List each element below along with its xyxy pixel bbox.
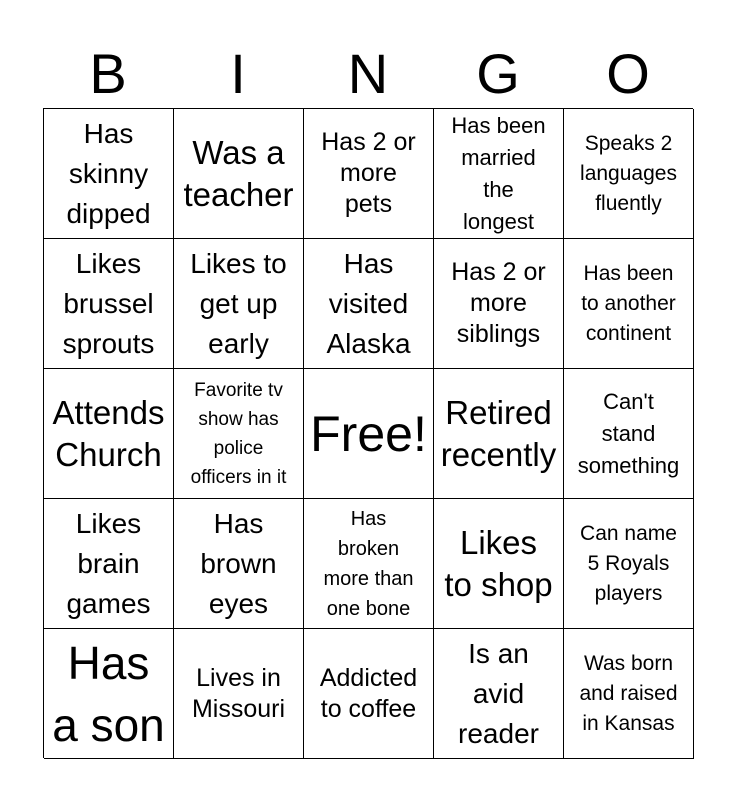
bingo-cell[interactable] <box>434 499 564 629</box>
cell-text: Can't stand something <box>577 388 680 478</box>
bingo-cell[interactable] <box>434 109 564 239</box>
cell-text: Retired recently <box>440 393 557 473</box>
bingo-cell[interactable] <box>304 109 434 239</box>
bingo-cell[interactable] <box>564 369 694 499</box>
bingo-cell[interactable] <box>44 109 174 239</box>
bingo-cell[interactable] <box>564 109 694 239</box>
bingo-cell[interactable] <box>174 499 304 629</box>
cell-text: Likes to shop <box>444 523 553 603</box>
bingo-cell[interactable] <box>44 629 174 759</box>
cell-text: Addicted to coffee <box>319 663 418 723</box>
bingo-cell[interactable] <box>564 629 694 759</box>
cell-text: Has skinny dipped <box>66 117 151 229</box>
header-letter-n: N <box>347 42 389 105</box>
bingo-cell[interactable] <box>174 629 304 759</box>
cell-text: Likes brain games <box>66 507 151 619</box>
cell-text: Favorite tv show has police officers in it <box>190 379 287 488</box>
header-letter-o: O <box>606 42 650 105</box>
cell-text: Likes brussel sprouts <box>62 247 155 359</box>
bingo-cell[interactable] <box>304 239 434 369</box>
cell-text: Speaks 2 languages fluently <box>580 131 677 215</box>
bingo-cell[interactable] <box>44 499 174 629</box>
bingo-cell[interactable] <box>174 109 304 239</box>
cell-text: Is an avid reader <box>458 637 539 749</box>
cell-text: Has 2 or more pets <box>321 128 416 218</box>
header-letter-i: I <box>230 42 246 105</box>
free-space[interactable] <box>304 369 434 499</box>
cell-text: Has a son <box>52 636 165 751</box>
bingo-cell[interactable] <box>564 239 694 369</box>
cell-text: Free! <box>310 405 427 462</box>
bingo-cell[interactable] <box>564 499 694 629</box>
cell-text: Can name 5 Royals players <box>580 521 677 605</box>
cell-text: Has been married the longest <box>451 112 546 234</box>
bingo-header <box>43 40 693 108</box>
bingo-cell[interactable] <box>304 499 434 629</box>
cell-text: Has brown eyes <box>200 507 277 619</box>
cell-text: Was a teacher <box>183 133 294 213</box>
cell-text: Has 2 or more siblings <box>451 258 546 348</box>
cell-text: Has visited Alaska <box>326 247 411 359</box>
bingo-cell[interactable] <box>44 239 174 369</box>
cell-text: Has been to another continent <box>581 261 676 345</box>
cell-text: Has broken more than one bone <box>323 507 414 620</box>
cell-text: Likes to get up early <box>190 247 287 359</box>
bingo-cell[interactable] <box>174 369 304 499</box>
header-letter-g: G <box>476 42 520 105</box>
bingo-cell[interactable] <box>434 629 564 759</box>
bingo-cell[interactable] <box>174 239 304 369</box>
bingo-cell[interactable] <box>434 239 564 369</box>
cell-text: Attends Church <box>52 393 165 473</box>
bingo-cell[interactable] <box>304 629 434 759</box>
cell-text: Was born and raised in Kansas <box>579 651 678 735</box>
bingo-cell[interactable] <box>44 369 174 499</box>
header-letter-b: B <box>89 42 127 105</box>
cell-text: Lives in Missouri <box>191 663 286 723</box>
bingo-cell[interactable] <box>434 369 564 499</box>
bingo-board <box>43 108 693 758</box>
